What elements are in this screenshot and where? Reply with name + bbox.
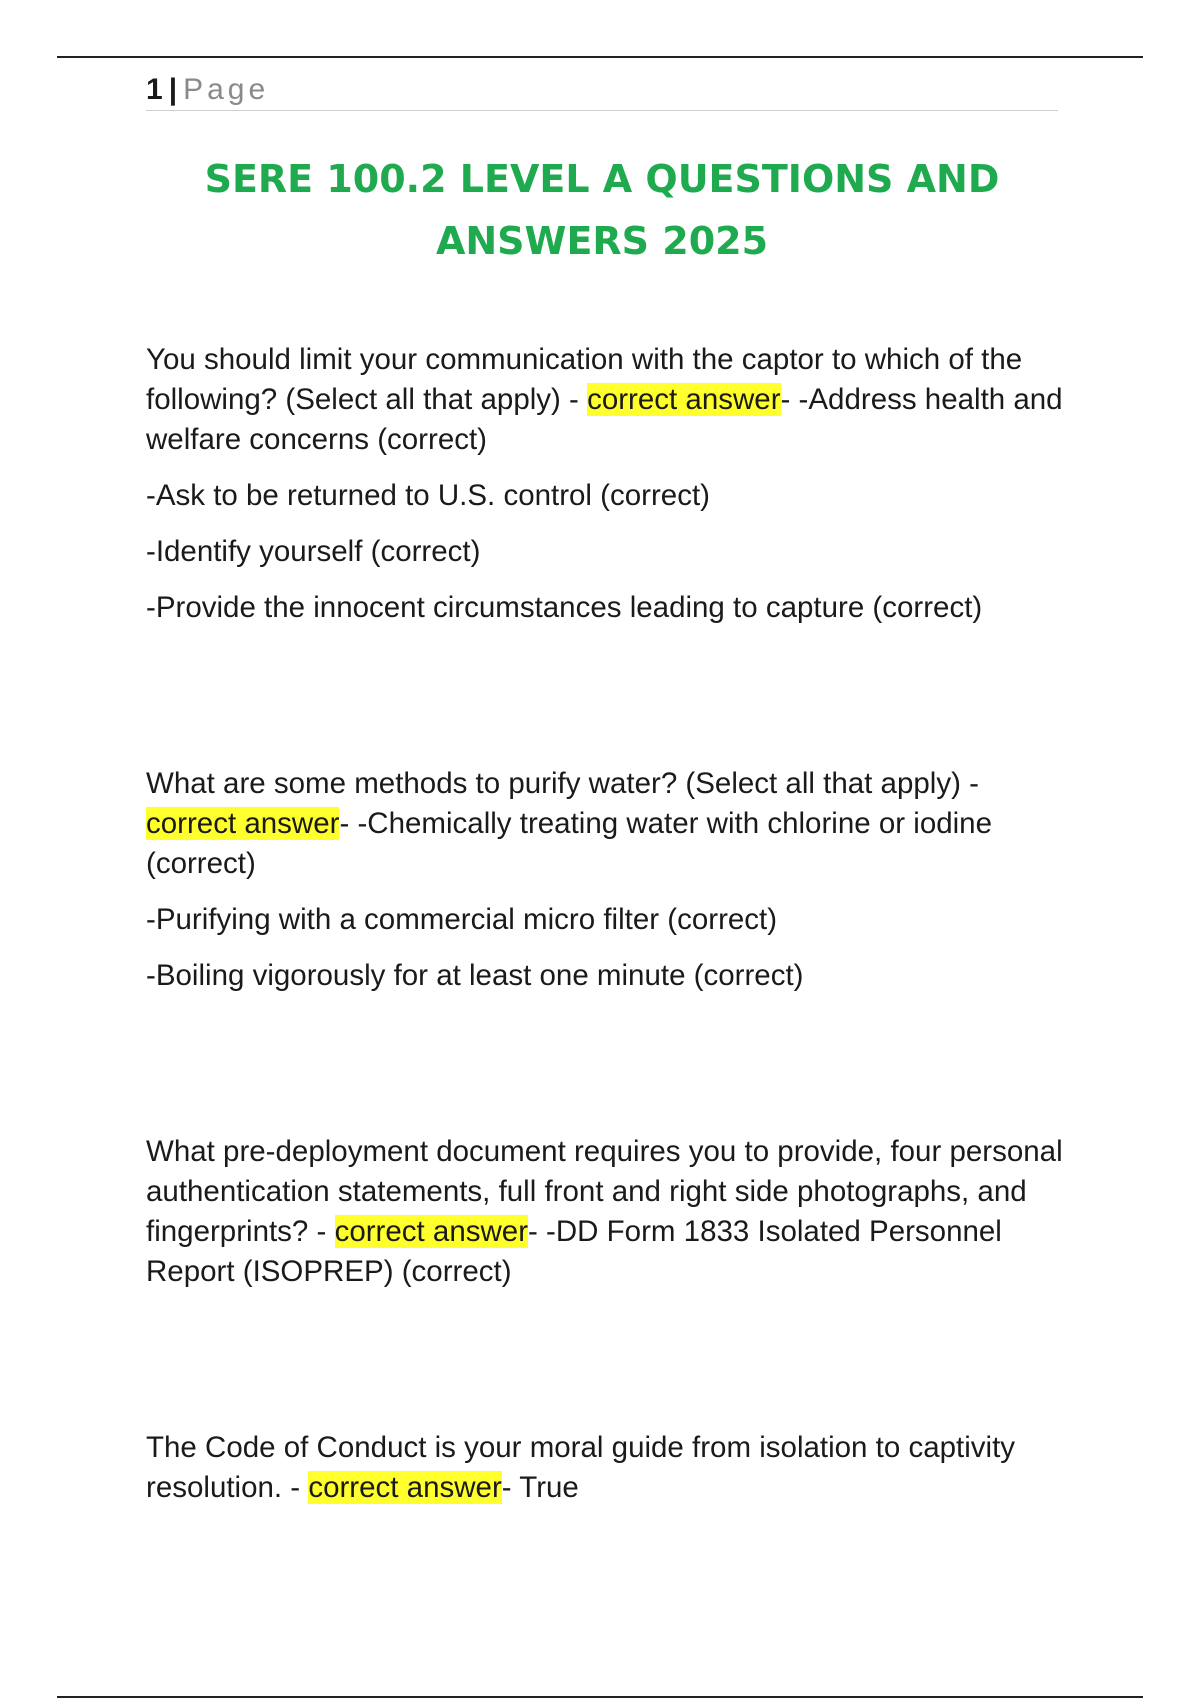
qa-item (146, 1428, 1066, 1508)
correct-answer-highlight: correct answer (334, 1215, 529, 1248)
qa-item (146, 1132, 1066, 1292)
answer-text: - -Address health and welfare concerns (correct) (146, 383, 1063, 456)
page-header (146, 70, 1058, 111)
qa-item (146, 764, 1066, 996)
bottom-rule (57, 1696, 1143, 1698)
page-number: 1 (146, 73, 163, 106)
question: You should limit your communication with the captor to which of the following? (Select all that apply) - (146, 343, 1023, 416)
document-title (146, 148, 1058, 272)
answer-option: -Ask to be returned to U.S. control (correct) (146, 479, 710, 512)
answer-option: -Purifying with a commercial micro filter (correct) (146, 903, 778, 936)
qa-item (146, 340, 1066, 628)
title-line-1: SERE 100.2 LEVEL A QUESTIONS AND (204, 157, 1000, 201)
question: What pre-deployment document requires you to provide, four personal authentication statements, full front and right side photographs, and fingerprints? - (146, 1135, 1063, 1248)
question: What are some methods to purify water? (Select all that apply) - (146, 767, 979, 800)
title-line-2: ANSWERS 2025 (435, 219, 769, 263)
answer-text: - -Chemically treating water with chlorine or iodine (correct) (146, 807, 992, 880)
answer-option: -Identify yourself (correct) (146, 535, 481, 568)
correct-answer-highlight: correct answer (308, 1471, 502, 1504)
correct-answer-highlight: correct answer (587, 383, 781, 416)
qa-content (146, 340, 1066, 1508)
answer-text: - True (501, 1471, 579, 1504)
answer-option: -Provide the innocent circumstances leading to capture (correct) (146, 591, 983, 624)
question-text (146, 1132, 1066, 1292)
answer-text: - -DD Form 1833 Isolated Personnel Report (ISOPREP) (correct) (146, 1215, 1002, 1288)
question: The Code of Conduct is your moral guide from isolation to captivity resolution. - (146, 1431, 1016, 1504)
page-label: Page (183, 73, 270, 106)
question-text (146, 1428, 1066, 1508)
question-text (146, 340, 1066, 460)
page-separator: | (168, 73, 178, 106)
question-text (146, 764, 1066, 884)
correct-answer-highlight: correct answer (146, 807, 340, 840)
top-rule (57, 56, 1143, 58)
answer-option: -Boiling vigorously for at least one minute (correct) (146, 959, 804, 992)
